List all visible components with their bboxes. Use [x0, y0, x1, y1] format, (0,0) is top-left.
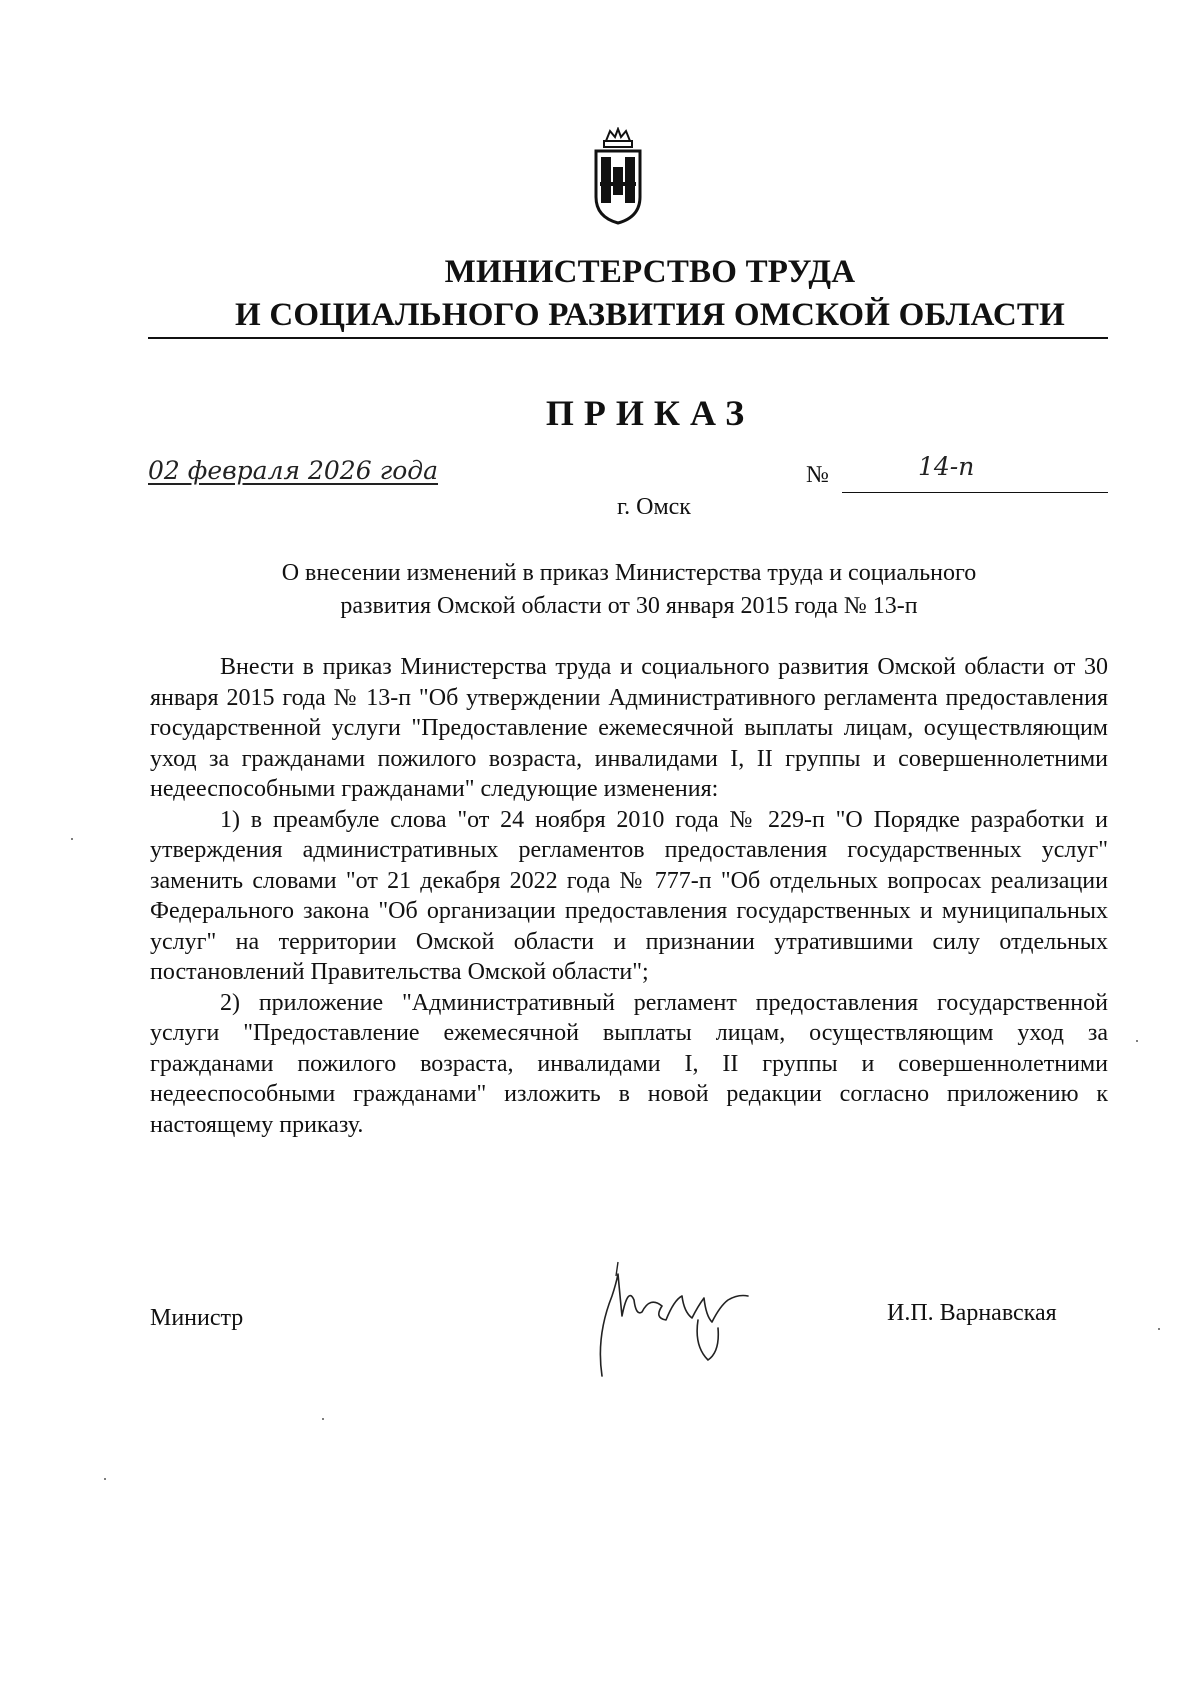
scan-speck [71, 838, 73, 840]
scan-speck [1158, 1328, 1160, 1330]
document-number-line [842, 492, 1108, 493]
scan-speck [1136, 1040, 1138, 1042]
document-type-title: ПРИКАЗ [545, 393, 755, 433]
signer-name: И.П. Варнавская [887, 1300, 1057, 1326]
document-number-label: № [806, 462, 829, 488]
omsk-coat-of-arms-icon [588, 127, 648, 227]
document-city: г. Омск [617, 494, 691, 520]
document-date: 02 февраля 2026 года [148, 456, 439, 485]
scan-speck [322, 1418, 324, 1420]
handwritten-signature-icon [588, 1256, 758, 1396]
signer-position: Министр [150, 1305, 244, 1331]
body-item-1: 1) в преамбуле слова "от 24 ноября 2010 года № 229-п "О Порядке разработки и утверждения административных регламентов предоставления государственных услуг" заменить словами "от 21 декабря 2022 года № 777-п "Об отдельных вопросах реализации Федерального закона "Об организации предоставления государственных и муниципальных услуг" на территории Омской области и признании утратившими силу отдельных постановлений Правительства Омской области"; [150, 806, 1108, 985]
ministry-name-line1: МИНИСТЕРСТВО ТРУДА [444, 254, 856, 290]
scan-speck [104, 1478, 106, 1480]
document-subject [150, 557, 1108, 623]
body-intro-paragraph: Внести в приказ Министерства труда и социального развития Омской области от 30 января 2015 года № 13-п "Об утверждении Административного регламента предоставления государственной услуги "Предоставление ежемесячной выплаты лицам, осуществляющим уход за гражданами пожилого возраста, инвалидами I, II группы и совершеннолетними недееспособными гражданами" следующие изменения: [150, 654, 1108, 802]
subject-line-2: развития Омской области от 30 января 2015 года № 13-п [340, 593, 918, 619]
document-number: 14-п [918, 452, 975, 481]
body-item-2: 2) приложение "Административный регламент предоставления государственной услуги "Предоставление ежемесячной выплаты лицам, осуществляющим уход за гражданами пожилого возраста, инвалидами I, II группы и совершеннолетними недееспособными гражданами" изложить в новой редакции согласно приложению к настоящему приказу. [150, 989, 1108, 1138]
document-body [150, 652, 1108, 1140]
subject-line-1: О внесении изменений в приказ Министерства труда и социального [281, 560, 977, 586]
ministry-name-line2: И СОЦИАЛЬНОГО РАЗВИТИЯ ОМСКОЙ ОБЛАСТИ [235, 297, 1065, 333]
header-divider [148, 337, 1108, 339]
